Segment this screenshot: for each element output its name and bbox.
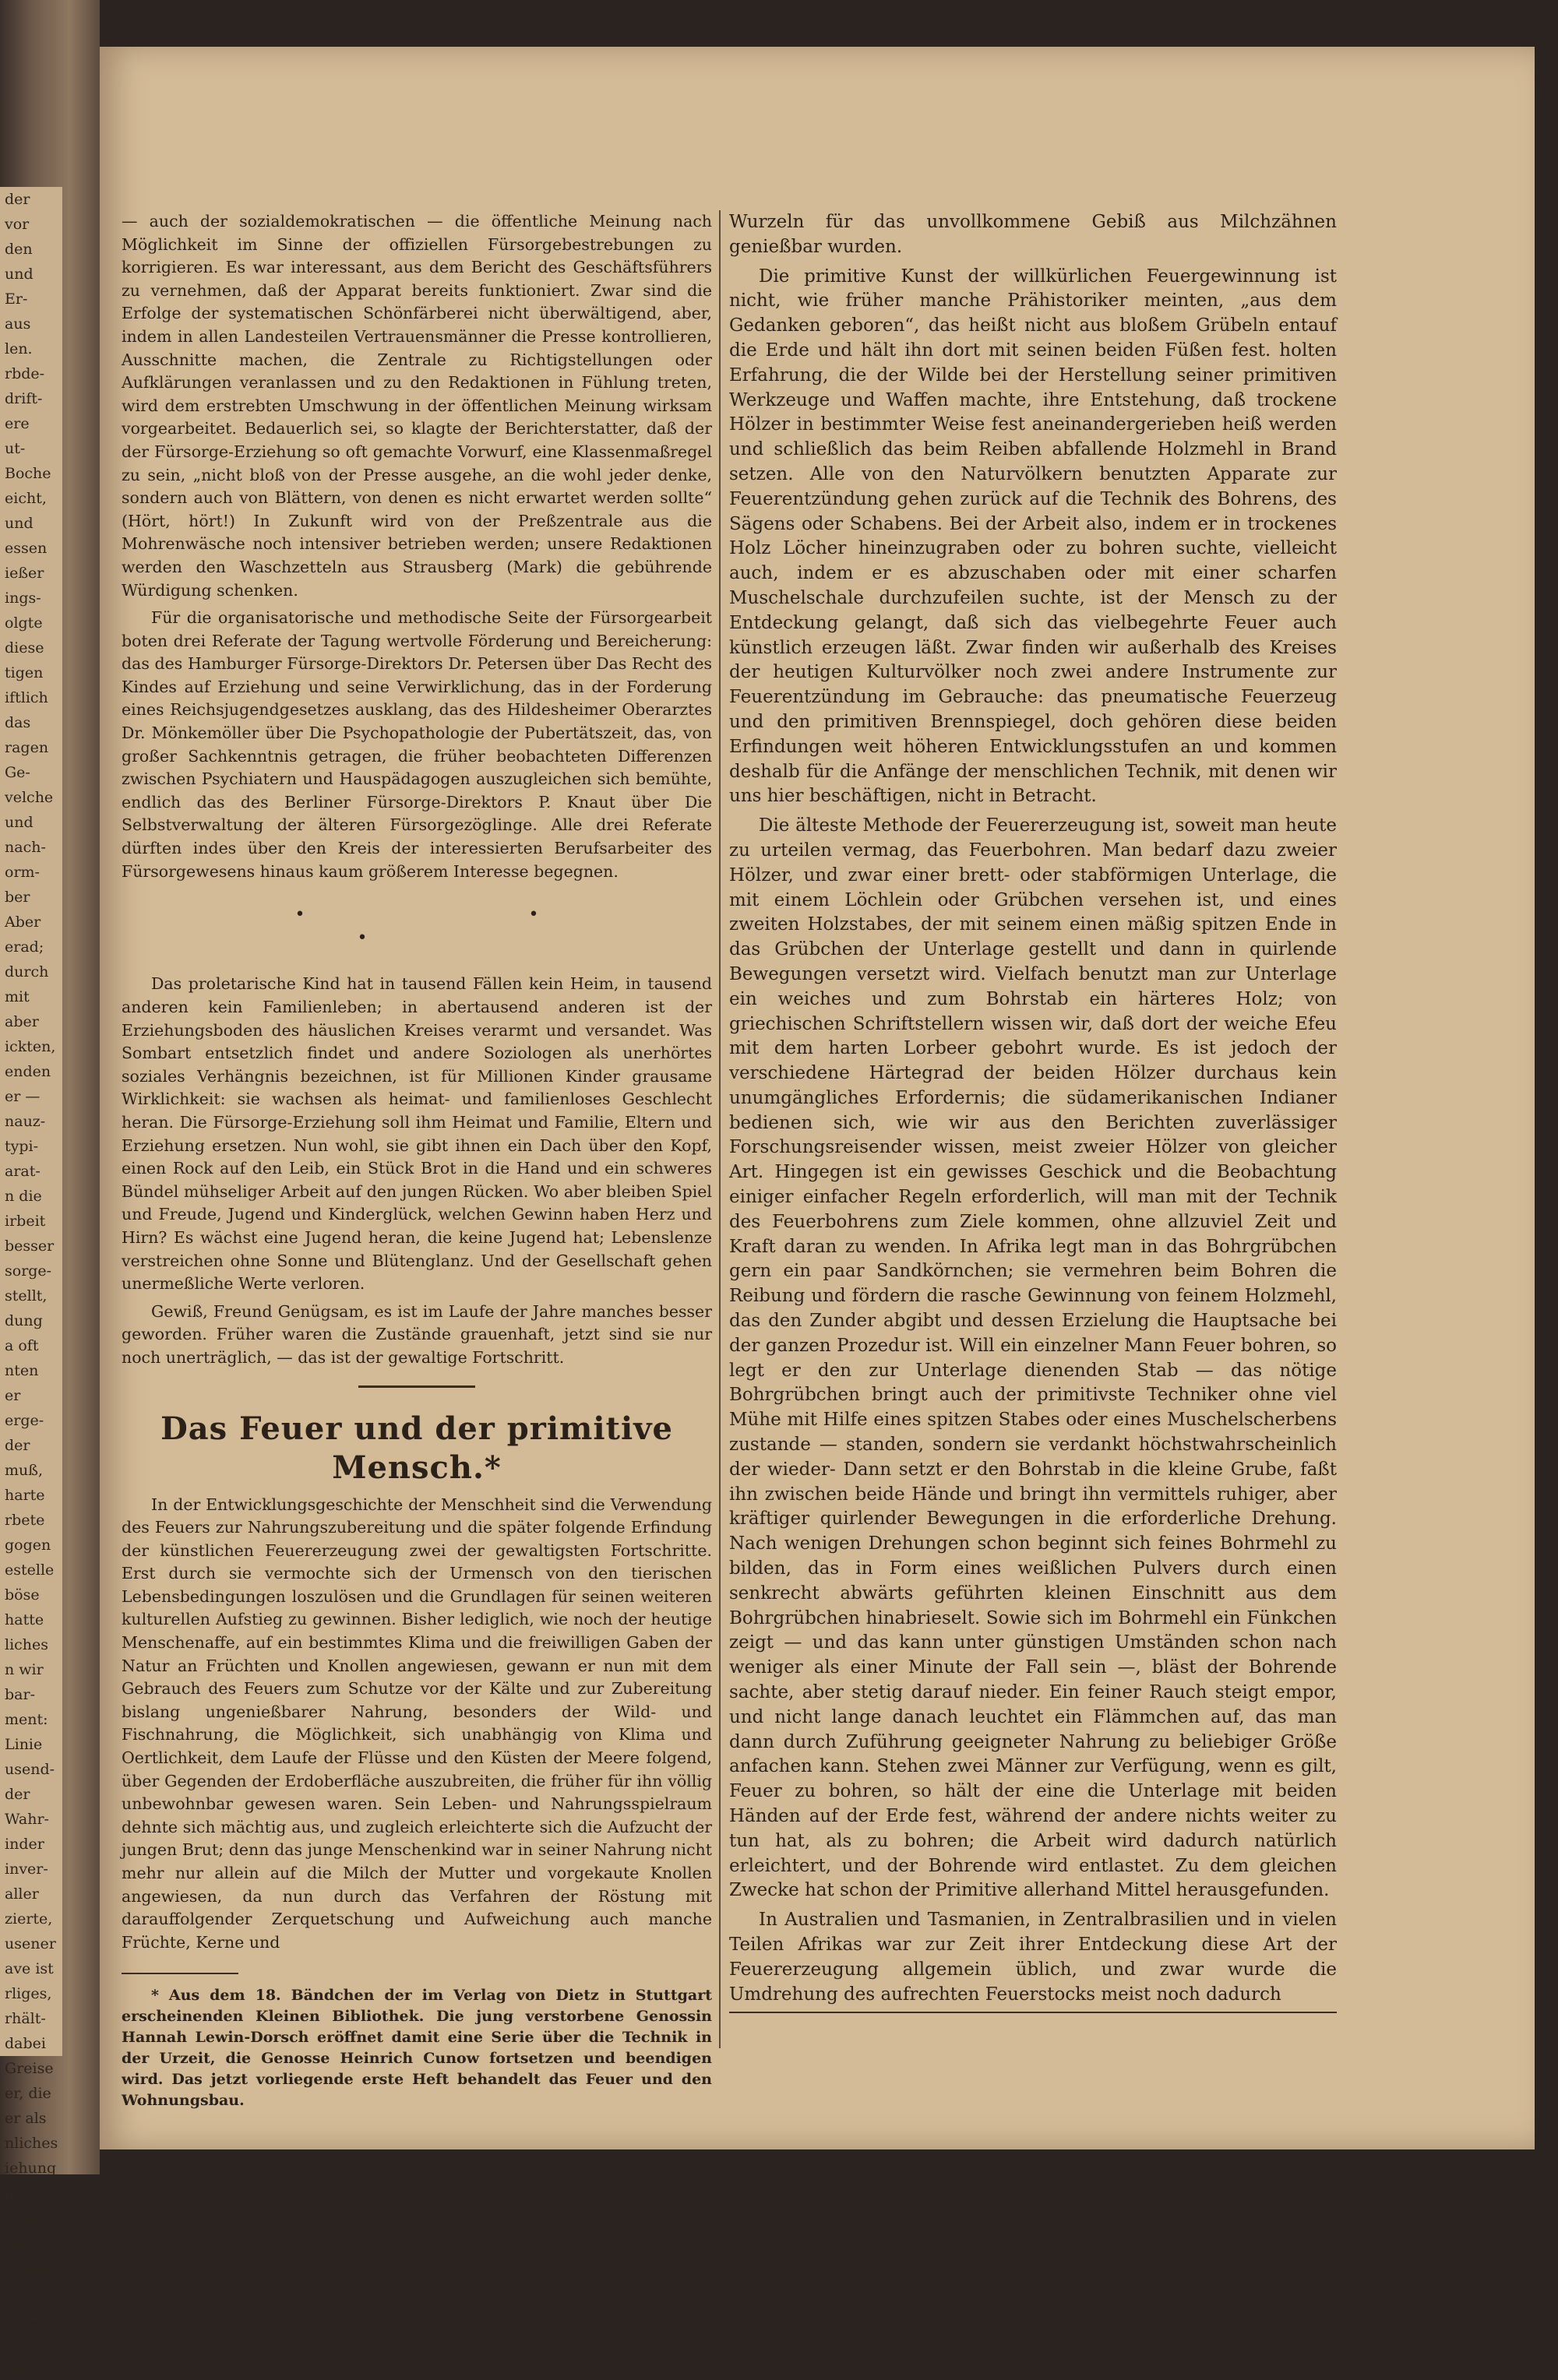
margin-fragment: tigen [5,664,44,681]
margin-fragment: das [5,714,31,731]
margin-fragment: aber [5,1013,39,1030]
margin-fragment: Wahr- [5,1811,49,1828]
margin-fragment: er [5,2334,21,2351]
margin-fragment: benen [5,2259,51,2276]
margin-fragment: arat- [5,1163,41,1180]
margin-fragment: nauz- [5,1113,46,1130]
margin-fragment: zierte, [5,1910,53,1928]
margin-fragment: n die [5,1188,42,1205]
margin-fragment: ragen [5,739,49,756]
margin-fragment: nten [5,1362,39,1379]
margin-fragment: impfen [5,2185,57,2202]
page [100,47,1535,2149]
margin-fragment: len. [5,340,33,357]
margin-fragment: er [5,1387,21,1404]
paragraph: Für die organisatorische und methodische Seite der Fürsorgearbeit boten drei Referate der Tagung wertvolle Förderung und Bereicherung: das des Hamburger Fürsorge-Direktors Dr. Petersen über Das Recht des Kindes auf Erziehung und seine Verwirklichung, das in der Forderung eines Reichsjugendgesetzes ausklang, das des Hildesheimer Oberarztes Dr. Mönkemöller über Die Psychopathologie der Pubertätszeit, das, von großer Sachkenntnis getragen, die früher beobachteten Differenzen zwischen Psychiatern und Hauspädagogen auszugleichen sich bemühte, endlich das des Berliner Fürsorge-Direktors P. Knaut über Die Selbstverwaltung der älteren Fürsorgezöglinge. Alle drei Referate dürften indes über den Kreis der interessierten Berufsarbeiter des Fürsorgewesens hinaus kaum größerem Interesse begegnen. [122,608,712,881]
margin-fragment: enden [5,1063,51,1080]
paragraph: In Australien und Tasmanien, in Zentralbrasilien und in vielen Teilen Afrikas war zur Zeit ihrer Entdeckung diese Art der Feuererzeugung allgemein üblich, und zwar wurde die Umdrehung des aufrechten Feuerstocks meist noch dadurch [729,1910,1337,2005]
margin-fragment: dung [5,1312,43,1329]
paragraph: Gewiß, Freund Genügsam, es ist im Laufe der Jahre manches besser geworden. Früher waren die Zustände grauenhaft, jetzt sind sie nur noch unerträglich, — das ist der gewaltige Fortschritt. [122,1301,712,1367]
paragraph: Wurzeln für das unvollkommene Gebiß aus Milchzähnen genießbar wurden. [729,212,1337,257]
margin-fragment: resse [5,2359,45,2376]
margin-fragment: inder [5,1836,44,1853]
margin-fragment: olgte [5,614,43,632]
margin-fragment: und [5,814,33,831]
margin-fragment: Boche [5,465,51,482]
margin-fragment: den [5,241,33,258]
margin-fragment: lelbe, [5,2209,46,2227]
margin-fragment: inver- [5,1861,48,1878]
margin-fragment: der [5,191,30,208]
margin-fragment: erad; [5,938,44,956]
paragraph: — auch der sozialdemokratischen — die öffentliche Meinung nach Möglichkeit im Sinne der offiziellen Fürsorgebestrebungen zu korrigieren. Es war interessant, aus dem Bericht des Geschäftsführers zu vernehmen, daß der Apparat bereits funktioniert. Zwar sind die Erfolge der systematischen Schönfärberei nicht überwältigend, aber, indem in allen Landesteilen Vertrauensmänner die Presse kontrollieren, Ausschnitte machen, die Zentrale zu Richtigstellungen oder Aufklärungen veranlassen und zu den Redaktionen in Fühlung treten, wird dem erstrebten Umschwung in der öffentlichen Meinung wirksam vorgearbeitet. Bedauerlich sei, so klagte der Berichterstatter, daß der der Fürsorge-Erziehung so oft gemachte Vorwurf, eine Klassenmaßregel zu sein, „nicht bloß von der Presse ausgehe, an die wohl jeder denke, sondern auch von Blättern, von denen es nicht erwartet werden sollte“ (Hört, hört!) In Zukunft wird von der Preßzentrale aus die Mohrenwäsche noch intensiver betrieben werden; unsere Redaktionen werden den Waschzetteln aus Strausberg (Mark) die gebührende Würdigung schenken. [122,212,712,600]
left-column [122,210,712,2116]
margin-fragment: typi- [5,1138,39,1155]
margin-fragment: ickten, [5,1038,56,1055]
margin-fragment: drift- [5,390,43,407]
margin-fragment: der [5,1437,30,1454]
margin-fragment: hatte [5,1611,44,1628]
margin-fragment: harte [5,1487,45,1504]
margin-fragment: rebe- [5,2309,44,2326]
margin-fragment: usend- [5,1761,55,1778]
margin-fragment: aller [5,1885,39,1903]
paragraph: Die primitive Kunst der willkürlichen Feuergewinnung ist nicht, wie früher manche Prähistoriker meinten, „aus dem Gedanken geboren“, das heißt nicht aus bloßem Grübeln entauf die Erde und hält ihn dort mit seinen beiden Füßen fest. holten Erfahrung, die der Wilde bei der Herstellung seiner primitiven Werkzeuge und Waffen machte, ihre Entstehung, daß trockene Hölzer in bestimmter Weise fest aneinandergerieben heiß werden und schließlich das beim Reiben abfallende Holzmehl in Brand setzen. Alle von den Naturvölkern benutzten Apparate zur Feuerentzündung gehen zurück auf die Technik des Bohrens, des Sägens oder Schabens. Bei der Arbeit also, indem er in trockenes Holz Löcher hineinzugraben oder zu bohren suchte, vielleicht auch, indem er es abzuschaben oder mit einer scharfen Muschelschale durchzufeilen suchte, ist der Mensch zu der Entdeckung gelangt, daß sich das vielbegehrte Feuer auch künstlich erzeugen läßt. Zwar finden wir außerhalb des Kreises der heutigen Kulturvölker noch zwei andere Instrumente zur Feuerentzündung im Gebrauche: das pneumatische Feuerzeug und den primitiven Brennspiegel, doch gehören diese beiden Erfindungen weit höheren Entwicklungsstufen an und kommen deshalb für die Anfänge der menschlichen Technik, mit denen wir uns hier beschäftigen, nicht in Betracht. [729,266,1337,807]
margin-fragment: muß, [5,1462,43,1479]
margin-fragment: nliches [5,2135,58,2152]
margin-fragment: und [5,266,33,283]
margin-fragment: mit [5,988,30,1005]
margin-fragment: dabei [5,2035,46,2052]
margin-fragment: er als [5,2110,47,2127]
margin-fragment: rliges, [5,1985,52,2002]
margin-fragment: bar- [5,1686,35,1703]
margin-fragment: diese [5,639,44,657]
margin-fragment: usener [5,1935,56,1952]
paragraph: Die älteste Methode der Feuererzeugung ist, soweit man heute zu urteilen vermag, das Feuerbohren. Man bedarf dazu zweier Hölzer, und zwar einer brett- oder stabförmigen Unterlage, die mit einem Löchlein oder Grübchen versehen ist, und eines zweiten Holzstabes, der mit seinem einen mäßig spitzen Ende in das Grübchen der Unterlage gestellt und dann in quirlende Bewegungen versetzt wird. Vielfach benutzt man zur Unterlage ein weiches und zum Bohrstab ein härteres Holz; von griechischen Schriftstellern wissen wir, daß dort der weiche Efeu mit dem harten Lorbeer gebohrt wurde. Es ist jedoch der verschiedene Härtegrad der beiden Hölzer durchaus kein unumgängliches Erfordernis; die südamerikanischen Indianer bedienen sich, wie wir aus den Berichten zuverlässiger Forschungsreisender wissen, meist zweier Hölzer von gleicher Art. Hingegen ist ein gewisses Geschick und die Beobachtung einiger einfacher Regeln erforderlich, will man mit der Technik des Feuerbohrens zum Ziele kommen, ohne allzuviel Zeit und Kraft daran zu wenden. In Afrika legt man in das Bohrgrübchen gern ein paar Sandkörnchen; sie vermehren beim Bohren die Reibung und fördern die rasche Gewinnung von feinem Holzmehl, das den Zunder abgibt und dessen Erzielung die Hauptsache bei der ganzen Prozedur ist. Will ein einzelner Mann Feuer bohren, so legt er den zur Unterlage dienenden Stab — das nötige Bohrgrübchen bringt auch der primitivste Techniker ohne viel Mühe mit Hilfe eines spitzen Stabes oder eines Muschelscherbens zustande — standen, sondern sie verdankt höchstwahrscheinlich der wieder- Dann setzt er den Bohrstab in die kleine Grube, faßt ihn zwischen beide Hände und bringt ihn vermittels ruhiger, aber kräftiger quirlender Bewegungen in die erforderliche Drehung. Nach wenigen Drehungen schon beginnt sich feines Bohrmehl zu bilden, das in Form eines weißlichen Pulvers durch einen senkrecht abwärts geführten kleinen Einschnitt aus dem Bohrgrübchen hinabrieselt. Sowie sich im Bohrmehl ein Fünkchen zeigt — und das kann unter günstigen Umständen schon nach weniger als einer Minute der Fall sein —, bläst der Bohrende sachte, aber stetig darauf nieder. Ein feiner Rauch steigt empor, und nicht lange danach leuchtet ein Flämmchen auf, das man dann durch Zuführung geeigneter Nahrung zu beliebiger Größe anfachen kann. Stehen zwei Männer zur Verfügung, wenn es gilt, Feuer zu bohren, so hält der eine die Unterlage mit beiden Händen auf der Erde fest, während der andere nichts weiter zu tun hat, als zu bohren; die Arbeit wird dadurch natürlich erleichtert, und der Bohrende wird entlastet. Zu dem gleichen Zwecke hat schon der Primitive allerhand Mittel herausgefunden. [729,815,1337,1901]
margin-fragment: stalk- [5,2234,46,2251]
margin-fragment: estelle [5,1561,55,1579]
margin-fragment: und [5,515,33,532]
margin-fragment: eicht, [5,490,47,507]
margin-fragment: Greise [5,2060,54,2077]
margin-fragment: ave ist [5,1960,54,1977]
margin-fragment: vor [5,216,30,233]
margin-fragment: ut- [5,440,26,457]
right-column [729,210,1337,2013]
margin-fragment: Ge- [5,764,30,781]
footnote: * Aus dem 18. Bändchen der im Verlag von Dietz in Stuttgart erscheinenden Kleinen Bibliothek. Die jung verstorbene Genossin Hannah Lewin-Dorsch eröffnet damit eine Serie über die Technik in der Urzeit, die Genosse Heinrich Cunow fortsetzen und beendigen wird. Das jetzt vorliegende erste Heft behandelt das Feuer und den Wohnungsbau. [122,1987,712,2110]
margin-fragment: ment: [5,1711,48,1728]
margin-fragment: ießer [5,565,44,582]
margin-fragment: iftlich [5,689,48,706]
margin-fragment: sorge- [5,1262,52,1280]
margin-fragment: rbete [5,1512,45,1529]
margin-fragment: ber [5,889,30,906]
margin-fragment: velche [5,789,54,806]
margin-fragment: ere [5,415,30,432]
margin-fragment: nach- [5,839,46,856]
previous-page-margin [0,187,62,2376]
margin-fragment: durch [5,963,49,981]
margin-fragment: ings- [5,590,41,607]
margin-fragment: stellt, [5,1287,48,1304]
margin-fragment: iehung [5,2160,57,2177]
section-separator: • • • [294,905,648,948]
margin-fragment: besser [5,1238,55,1255]
paragraph: In der Entwicklungsgeschichte der Menschheit sind die Verwendung des Feuers zur Nahrungszubereitung und die später folgende Erfindung der künstlichen Feuererzeugung zwei der gewaltigsten Fortschritte. Erst durch sie vermochte sich der Urmensch von den tierischen Lebensbedingungen loszulösen und die Grundlagen für seinen weiteren kulturellen Aufstieg zu gewinnen. Bisher lediglich, wie noch der heutige Menschenaffe, auf ein bestimmtes Klima und die freiwilligen Gaben der Natur an Früchten und Knollen angewiesen, gewann er nun mit dem Gebrauch des Feuers zum Schutze vor der Kälte und zur Zubereitung bislang ungenießbarer Nahrung, besonders der Wild- und Fischnahrung, die Möglichkeit, sich unabhängig von Klima und Oertlichkeit, dem Laufe der Flüsse und den Küsten der Meere folgend, über Gegenden der Erdoberfläche auszubreiten, die früher für ihn völlig unbewohnbar gewesen waren. Sein Leben- und Nahrungsspielraum dehnte sich mächtig aus, und zugleich erleichterte sich die Aufzucht der jungen Brut; denn das junge Menschenkind war in seiner Nahrung nicht mehr nur allein auf die Milch der Mutter und vorgekaute Knollen angewiesen, da nun durch das Verfahren der Röstung mit darauffolgender Zerquetschung und Aufweichung auch manche Früchte, Kerne und [122,1495,712,1952]
margin-fragment: a oft [5,1337,39,1354]
margin-fragment: rbde- [5,365,45,382]
margin-fragment: Nun [5,2284,37,2301]
column-end-rule [729,2012,1337,2013]
margin-fragment: er, die [5,2085,51,2102]
margin-fragment: essen [5,540,48,557]
margin-fragment: Er- [5,290,28,308]
footnote-divider [122,1973,238,1974]
margin-fragment: n wir [5,1661,44,1678]
margin-fragment: böse [5,1586,40,1604]
margin-fragment: liches [5,1636,49,1653]
margin-fragment: der [5,1786,30,1803]
margin-fragment: Linie [5,1736,43,1753]
margin-fragment: erge- [5,1412,44,1429]
paragraph: Das proletarische Kind hat in tausend Fällen kein Heim, in tausend anderen kein Familienleben; in abertausend anderen ist der Erziehungsboden des häuslichen Kreises verarmt und versandet. Was Sombart entsetzlich findet und andere Soziologen als unerhörtes soziales Verhängnis bezeichnen, ist für Millionen Kinder grausame Wirklichkeit: sie wachsen als heimat- und familienloses Geschlecht heran. Die Fürsorge-Erziehung soll ihm Heimat und Familie, Eltern und Erziehung ersetzen. Nun wohl, sie gibt ihnen ein Dach über den Kopf, einen Rock auf den Leib, ein Stück Brot in die Hand und ein schweres Bündel mühseliger Arbeit auf den jungen Rücken. Wo aber bleiben Spiel und Freude, Jugend und Kinderglück, welchen Gewinn haben Herz und Hirn? Es wächst eine Jugend heran, die keine Jugend hat; Lebenslenze verstreichen ohne Sonne und Blütenglanz. Und der Gesellschaft gehen unermeßliche Werte verloren. [122,974,712,1294]
article-headline: Das Feuer und der primitive Mensch.* [160,1410,673,1486]
divider [358,1385,475,1388]
margin-fragment: irbeit [5,1213,46,1230]
column-divider [719,210,721,2048]
margin-fragment: orm- [5,864,40,881]
margin-fragment: gogen [5,1537,51,1554]
margin-fragment: rhält- [5,2010,46,2027]
margin-fragment: er — [5,1088,41,1105]
margin-fragment: Aber [5,914,41,931]
margin-fragment: aus [5,315,31,333]
